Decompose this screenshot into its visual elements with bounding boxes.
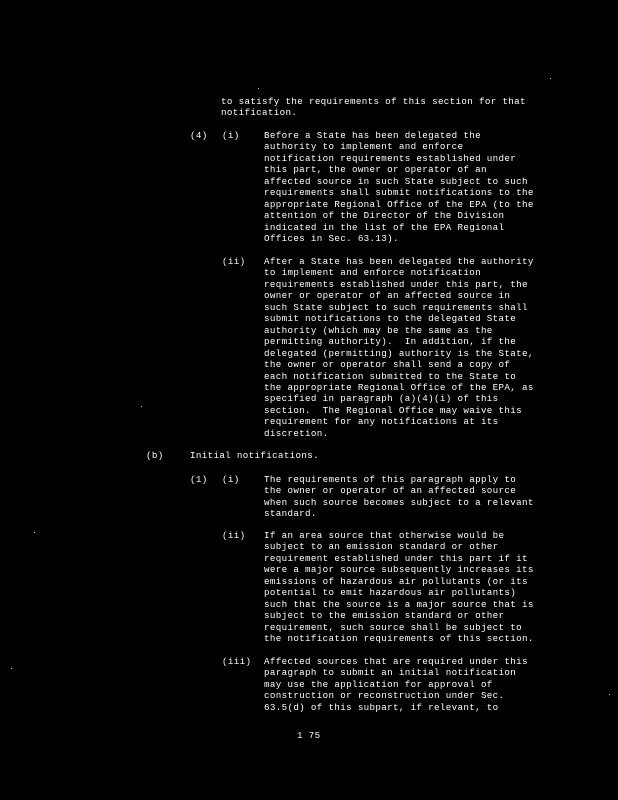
- intro-text: to satisfy the requirements of this section for that notification.: [221, 96, 526, 119]
- scan-speck: [141, 406, 142, 407]
- paragraph-b1-ii-label: (ii): [222, 530, 246, 541]
- paragraph-a4-i-label: (i): [222, 130, 240, 141]
- paragraph-b-heading: Initial notifications.: [190, 450, 319, 461]
- paragraph-b1-i-text: The requirements of this paragraph apply to the owner or operator of an affected source when such source becomes subject to a relevant standard.: [264, 474, 534, 520]
- paragraph-a4-ii-label: (ii): [222, 256, 246, 267]
- scan-speck: [34, 532, 35, 533]
- paragraph-b1-i-label: (i): [222, 474, 240, 485]
- scan-speck: [550, 78, 551, 79]
- paragraph-b1-iii-label: (iii): [222, 656, 252, 667]
- paragraph-b1-ii-text: If an area source that otherwise would be subject to an emission standard or other requirement established under this part if it were a major source subsequently increases its emissions of hazardous air pollutants (or its potential to emit hazardous air pollutants) such that the source is a major source that is subject to the emission standard or other requirement, such source shall be subject to the notification requirements of this section.: [264, 530, 534, 645]
- paragraph-a4-label: (4): [190, 130, 208, 141]
- scan-speck: [11, 668, 12, 669]
- scan-speck: [258, 88, 259, 89]
- scan-speck: [609, 694, 610, 695]
- paragraph-a4-ii-text: After a State has been delegated the authority to implement and enforce notification requirements established under this part, the owner or operator of an affected source in such State subject to such requirements shall submit notifications to the delegated State authority (which may be the same as the permitting authority). In addition, if the delegated (permitting) authority is the State, the owner or operator shall send a copy of each notification submitted to the State to the appropriate Regional Office of the EPA, as specified in paragraph (a)(4)(i) of this section. The Regional Office may waive this requirement for any notifications at its discretion.: [264, 256, 534, 439]
- paragraph-b-label: (b): [146, 450, 164, 461]
- page-number: 1 75: [297, 730, 321, 741]
- paragraph-b1-iii-text: Affected sources that are required under this paragraph to submit an initial notification may use the application for approval of construction or reconstruction under Sec. 63.5(d) of this subpart, if relevant, to: [264, 656, 528, 713]
- paragraph-a4-i-text: Before a State has been delegated the authority to implement and enforce notification requirements established under this part, the owner or operator of an affected source in such State subject to such requirements shall submit notifications to the appropriate Regional Office of the EPA (to the attention of the Director of the Division indicated in the list of the EPA Regional Offices in Sec. 63.13).: [264, 130, 534, 245]
- paragraph-b1-label: (1): [190, 474, 208, 485]
